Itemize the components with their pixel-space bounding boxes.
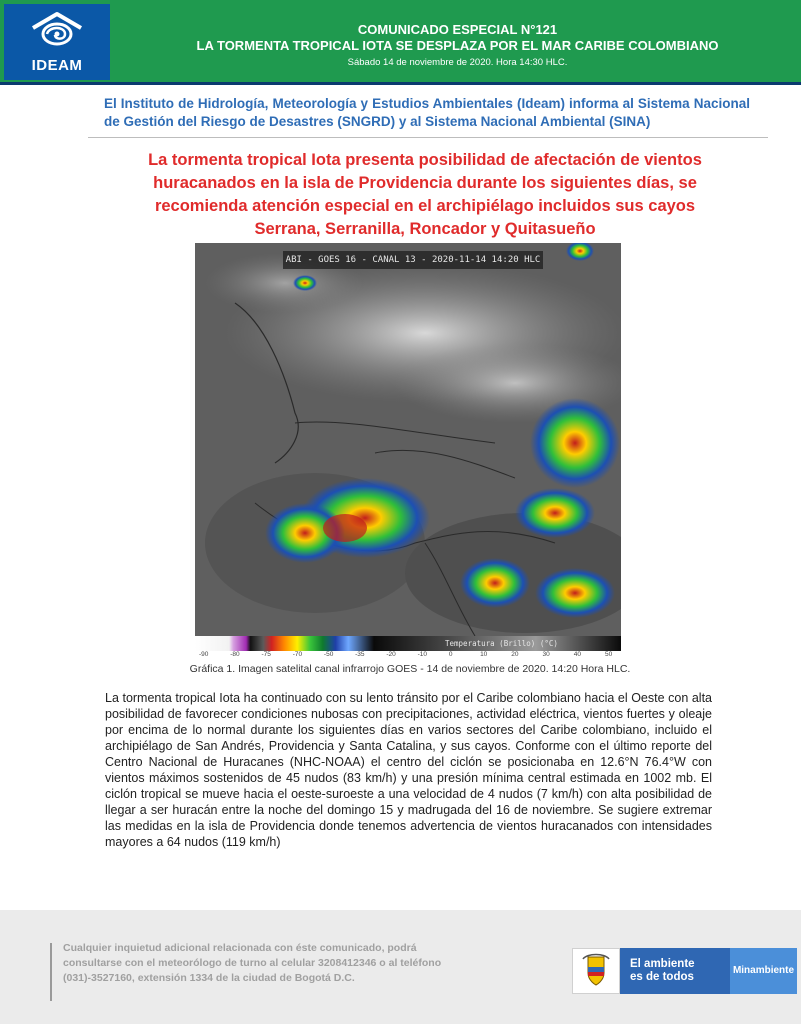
satellite-overlay-label: ABI - GOES 16 - CANAL 13 - 2020-11-14 14:20 HLC xyxy=(283,251,543,269)
colorbar-tick: 40 xyxy=(573,651,581,658)
intro-paragraph: El Instituto de Hidrología, Meteorología y Estudios Ambientales (Ideam) informa al Sistema Nacional de Gestión del Riesgo de Desastres (SNGRD) y al Sistema Nacional Ambiental (SINA) xyxy=(104,96,750,129)
alert-heading: La tormenta tropical Iota presenta posibilidad de afectación de vientos huracanados en la isla de Providencia durante los siguientes días, se recomienda atención especial en el archipiélago incluidos sus cayos Serrana, Serranilla, Roncador y Quitasueño xyxy=(148,151,702,238)
figure-caption: Gráfica 1. Imagen satelital canal infrarrojo GOES - 14 de noviembre de 2020. 14:20 Hora HLC. xyxy=(189,663,631,675)
footer-contact-text: Cualquier inquietud adicional relacionada con éste comunicado, podrá consultarse con el meteorólogo de turno al celular 3208412346 o al teléfono (031)-3527160, extensión 1334 de la ciudad de Bogotá D.C. xyxy=(63,942,442,984)
colorbar-tick: -10 xyxy=(417,651,428,658)
colorbar-tick: 0 xyxy=(448,651,453,658)
brand-slogan-line1: El ambiente xyxy=(630,958,695,970)
minambiente-label: Minambiente xyxy=(730,948,797,994)
colorbar-tick: -80 xyxy=(230,651,240,658)
colorbar-tick: 10 xyxy=(480,651,488,658)
temperature-colorbar xyxy=(195,636,621,651)
colorbar-tick: 50 xyxy=(605,651,613,658)
header-titles xyxy=(114,22,801,70)
colorbar-ticks xyxy=(195,651,621,660)
divider xyxy=(88,137,768,138)
colorbar-tick: -20 xyxy=(386,651,396,658)
ministry-brand xyxy=(572,948,797,994)
bulletin-date: Sábado 14 de noviembre de 2020. Hora 14:30 HLC. xyxy=(347,57,568,68)
colorbar-tick: -50 xyxy=(323,651,334,658)
colorbar-tick: -75 xyxy=(261,651,271,658)
footer-accent-bar xyxy=(50,943,52,1001)
header-banner xyxy=(0,0,801,82)
brand-slogan xyxy=(620,948,730,994)
ideam-swirl-icon xyxy=(29,10,85,50)
body-paragraph: La tormenta tropical Iota ha continuado con su lento tránsito por el Caribe colombiano hacia el Oeste con alta posibilidad de favorecer condiciones nubosas con precipitaciones, actividad eléctrica, vientos fuertes y oleaje por encima de lo normal durante los siguientes días en varios sectores del Caribe colombiano, incluido el archipiélago de San Andrés, Providencia y Santa Catalina, y sus cayos. Conforme con el último reporte del Centro Nacional de Huracanes (NHC-NOAA) el centro del ciclón se posicionaba en 12.6°N 76.4°W con vientos máximos sostenidos de 45 nudos (83 km/h) y una presión mínima central estimada en 1002 mb. El ciclón tropical se mueve hacia el oeste-suroeste a una velocidad de 4 nudos (7 km/h) con alta posibilidad de llegar a ser huracán entre la noche del domingo 15 y madrugada del 16 de noviembre. Se sugiere extremar las medidas en la isla de Providencia donde tenemos advertencia de vientos huracanados con intensidades mayores a 64 nudos (119 km/h) xyxy=(105,691,712,849)
footer xyxy=(0,910,801,1024)
header-separator xyxy=(0,82,801,85)
colorbar-tick: -90 xyxy=(199,651,209,658)
colorbar-tick: 30 xyxy=(542,651,550,658)
colorbar-tick: -70 xyxy=(292,651,303,658)
ideam-logo xyxy=(4,4,110,80)
colorbar-tick: -35 xyxy=(355,651,365,658)
bulletin-headline: LA TORMENTA TROPICAL IOTA SE DESPLAZA POR EL MAR CARIBE COLOMBIANO xyxy=(196,38,719,53)
colorbar-label: Temperatura (Brillo) (°C) xyxy=(445,639,558,648)
satellite-map-graphic xyxy=(195,243,621,636)
logo-text: IDEAM xyxy=(31,57,83,74)
brand-slogan-line2: es de todos xyxy=(630,971,694,983)
colombia-shield-icon xyxy=(572,948,620,994)
satellite-image xyxy=(195,243,621,636)
bulletin-number: COMUNICADO ESPECIAL N°121 xyxy=(357,22,558,37)
colorbar-tick: 20 xyxy=(511,651,519,658)
